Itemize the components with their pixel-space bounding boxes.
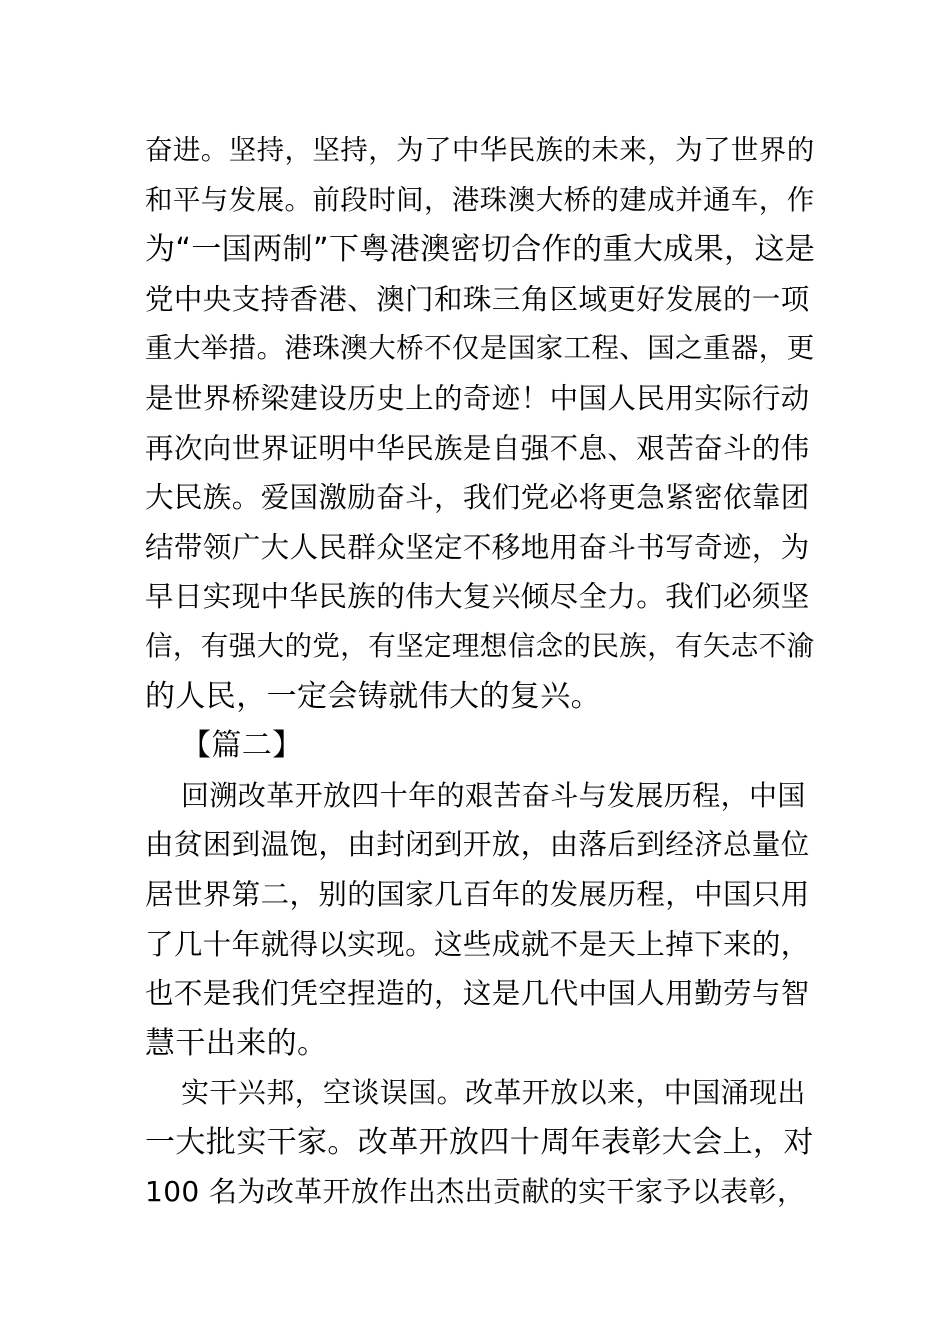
text-line: 为“一国两制”下粤港澳密切合作的重大成果，这是: [145, 232, 816, 268]
text-line: 回溯改革开放四十年的艰苦奋斗与发展历程，中国: [181, 778, 806, 812]
text-line: 实干兴邦，空谈误国。改革开放以来，中国涌现出: [181, 1076, 806, 1110]
text-line: 的人民，一定会铸就伟大的复兴。: [145, 678, 601, 714]
text-line: 了几十年就得以实现。这些成就不是天上掉下来的，: [145, 927, 810, 961]
text-line: 慧干出来的。: [145, 1025, 328, 1061]
text-line: 重大举措。港珠澳大桥不仅是国家工程、国之重器，更: [145, 332, 815, 365]
section-heading: 【篇二】: [181, 728, 303, 764]
text-line: 由贫困到温饱，由封闭到开放，由落后到经济总量位: [145, 828, 810, 862]
text-line: 大民族。爱国激励奋斗，我们党必将更急紧密依靠团: [145, 481, 810, 515]
document-body: [145, 126, 815, 1217]
text-line: 100 名为改革开放作出杰出贡献的实干家予以表彰，: [145, 1175, 806, 1209]
text-line: 早日实现中华民族的伟大复兴倾尽全力。我们必须坚: [145, 580, 810, 614]
text-line: 和平与发展。前段时间，港珠澳大桥的建成并通车，作: [145, 183, 815, 216]
text-line: 奋进。坚持，坚持，为了中华民族的未来，为了世界的: [145, 134, 815, 166]
text-line: 是世界桥梁建设历史上的奇迹！中国人民用实际行动: [145, 381, 810, 415]
text-line: 再次向世界证明中华民族是自强不息、艰苦奋斗的伟: [145, 431, 810, 465]
text-line: 也不是我们凭空捏造的，这是几代中国人用勤劳与智: [145, 977, 810, 1011]
text-line: 一大批实干家。改革开放四十周年表彰大会上，对: [145, 1124, 814, 1160]
text-line: 结带领广大人民群众坚定不移地用奋斗书写奇迹，为: [145, 530, 810, 564]
text-line: 党中央支持香港、澳门和珠三角区域更好发展的一项: [145, 282, 810, 316]
text-line: 居世界第二，别的国家几百年的发展历程，中国只用: [145, 877, 810, 911]
text-line: 信，有强大的党，有坚定理想信念的民族，有矢志不渝: [145, 629, 815, 662]
